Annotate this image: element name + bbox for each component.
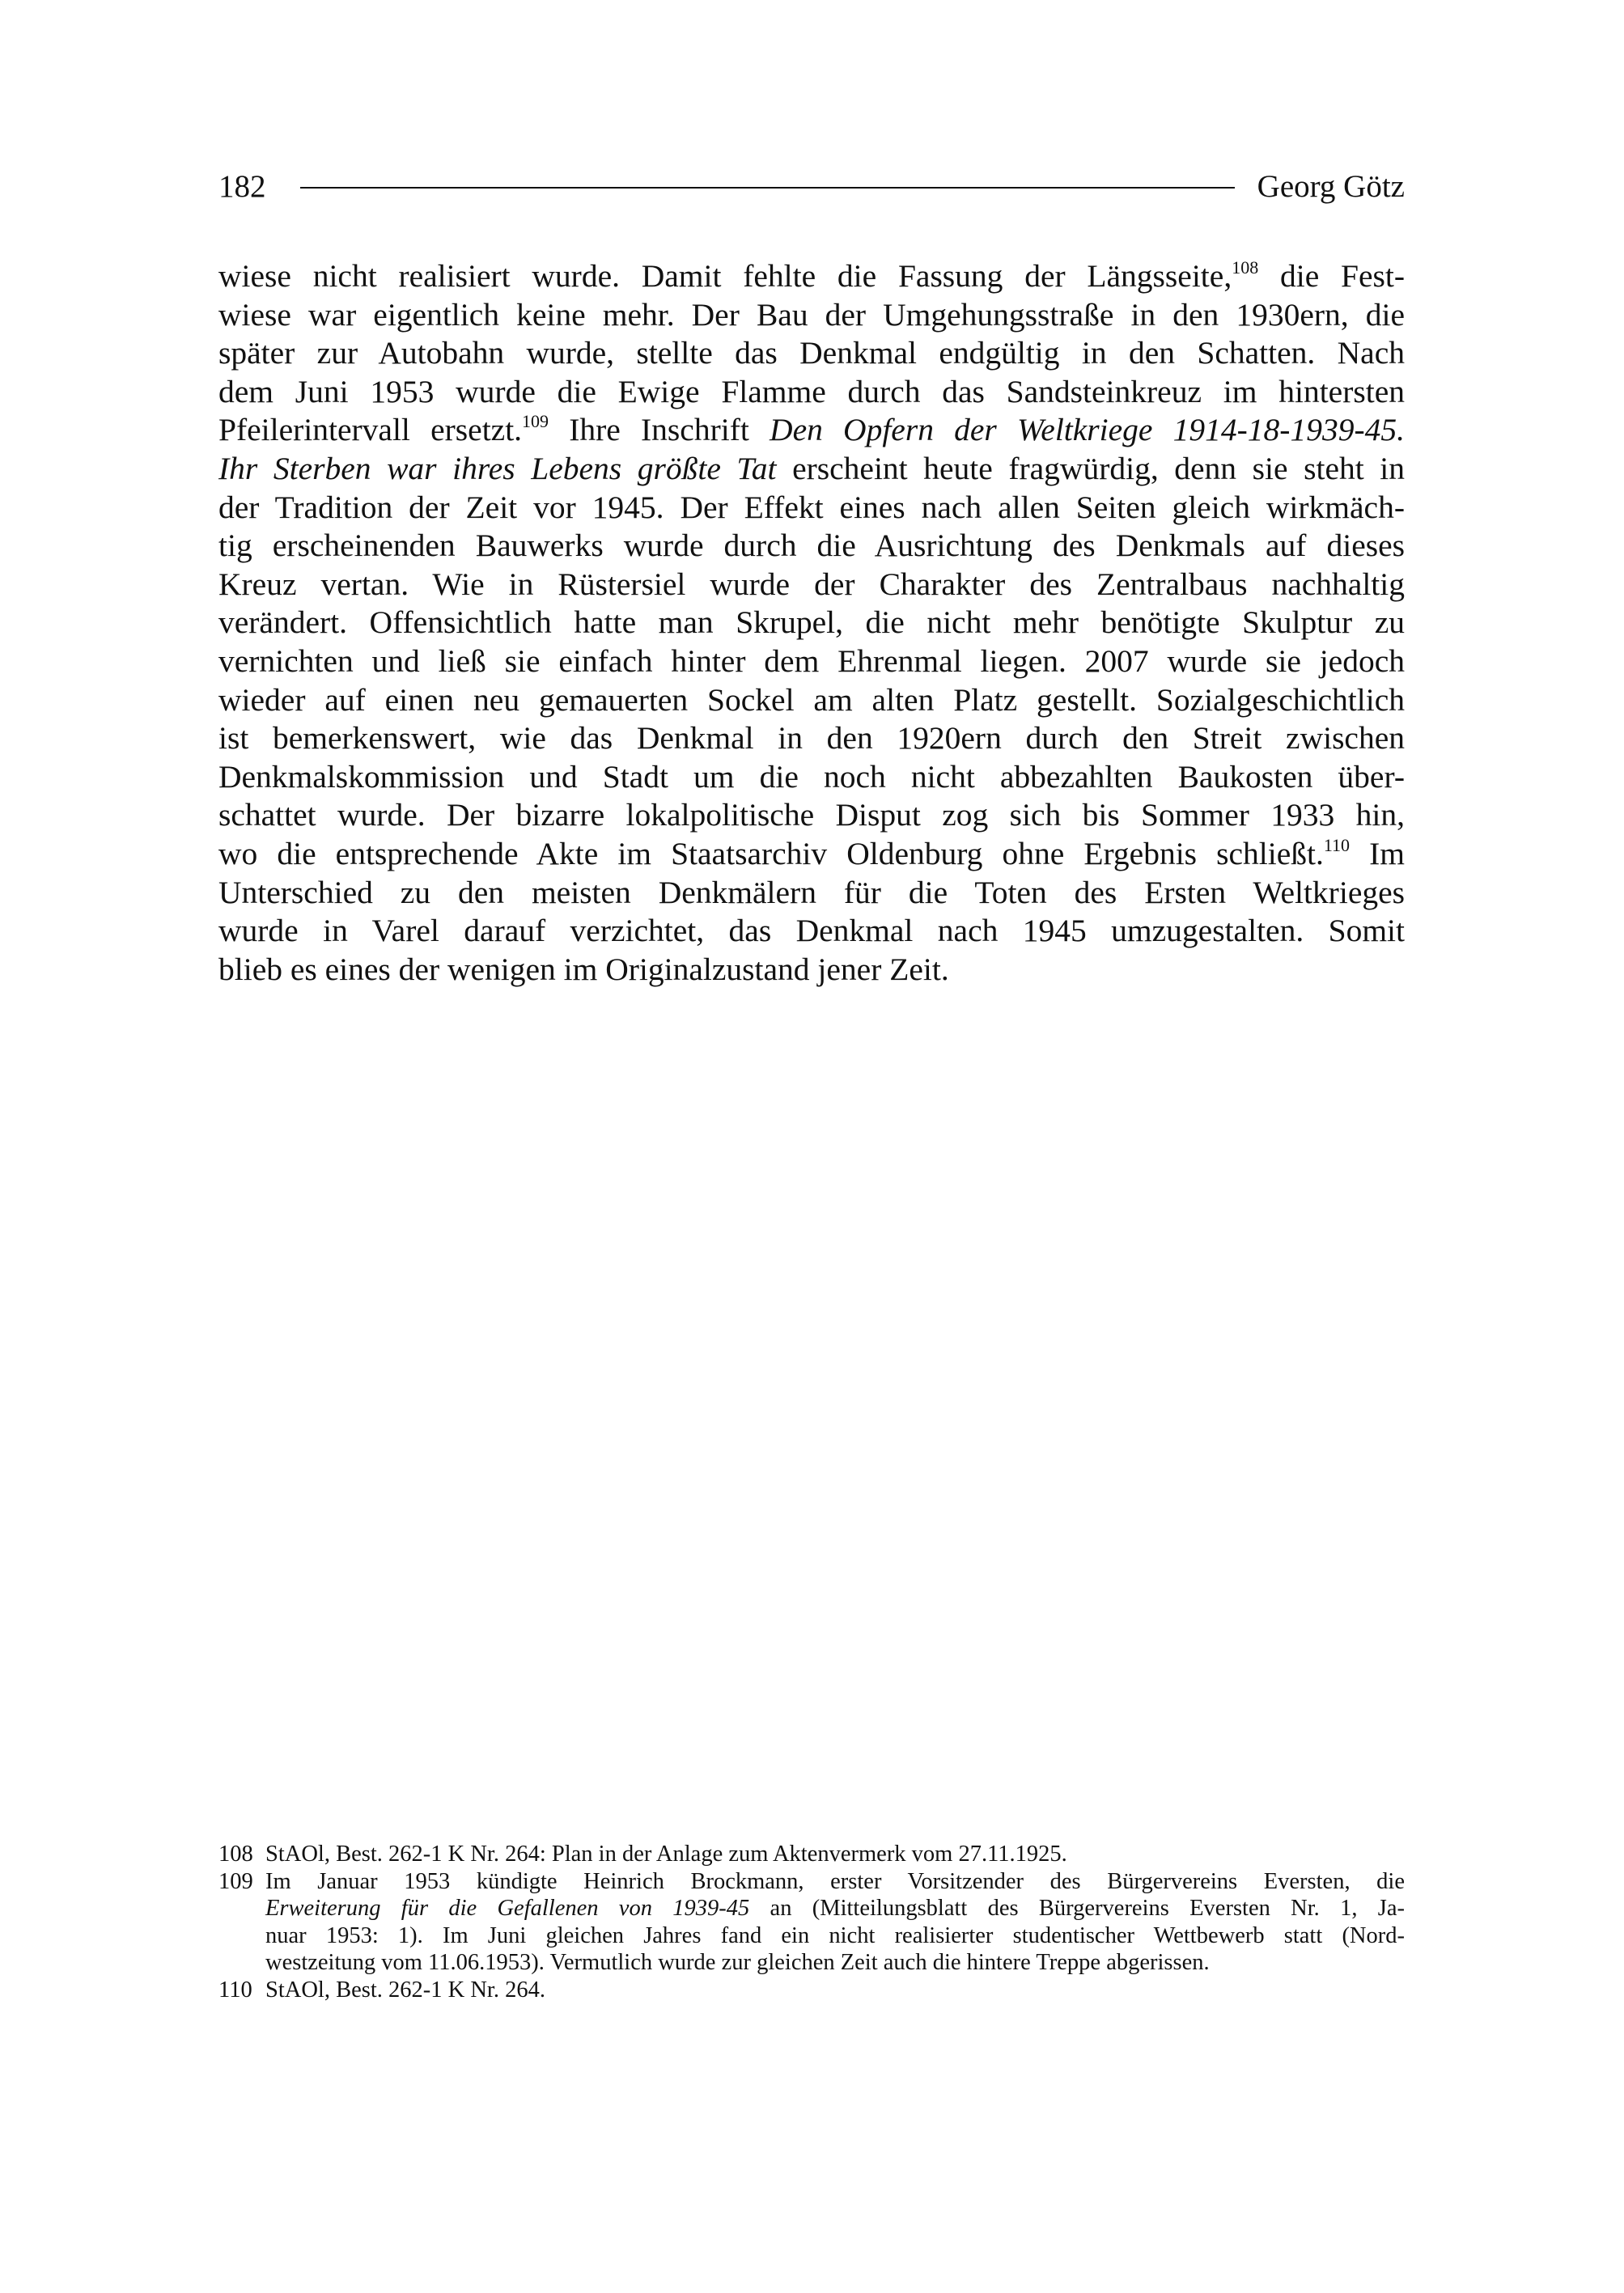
- text-line: wieder auf einen neu gemauerten Sockel am alten Platz gestellt. Sozialgeschichtlich: [218, 681, 1405, 718]
- text-run: Im: [1350, 835, 1405, 871]
- footnote-italic: Erweiterung für die Gefallenen von 1939-45: [265, 1896, 750, 1922]
- text-line: [218, 411, 1405, 450]
- text-run: wiese nicht realisiert wurde. Damit fehlte die Fassung der Längsseite,: [218, 258, 1232, 294]
- text-line: tig erscheinenden Bauwerks wurde durch die Ausrichtung des Denkmals auf dieses: [218, 528, 1405, 564]
- footnote-line: Im Januar 1953 kündigte Heinrich Brockmann, erster Vorsitzender des Bürgervereins Eversten, die: [265, 1868, 1405, 1894]
- text-line: [218, 257, 1405, 296]
- text-run: die Fest-: [1258, 258, 1405, 294]
- footnote-text: [265, 1841, 1405, 1868]
- text-line: blieb es eines der wenigen im Originalzustand jener Zeit.: [218, 951, 949, 987]
- footnote-line: StAOl, Best. 262-1 K Nr. 264: Plan in der Anlage zum Aktenvermerk vom 27.11.1925.: [265, 1842, 1067, 1867]
- text-run: Ihre Inschrift: [549, 412, 770, 448]
- text-line: der Tradition der Zeit vor 1945. Der Effekt eines nach allen Seiten gleich wirkmäch-: [218, 489, 1405, 525]
- text-line: wiese war eigentlich keine mehr. Der Bau der Umgehungsstraße in den 1930ern, die: [218, 296, 1405, 333]
- footnote-reference: 108: [1232, 257, 1259, 278]
- footnotes: [218, 1841, 1405, 2004]
- text-line: Denkmalskommission und Stadt um die noch nicht abbezahlten Baukosten über-: [218, 758, 1405, 795]
- text-run: erscheint heute fragwürdig, denn sie steht in: [776, 450, 1405, 486]
- inscription-italic: Ihr Sterben war ihres Lebens größte Tat: [218, 450, 777, 486]
- footnote-text: [265, 1977, 1405, 2004]
- footnote-line: westzeitung vom 11.06.1953). Vermutlich wurde zur gleichen Zeit auch die hintere Treppe abgerissen.: [265, 1950, 1210, 1976]
- text-line: Kreuz vertan. Wie in Rüstersiel wurde der Charakter des Zentralbaus nachhaltig: [218, 566, 1405, 602]
- footnote-line: [265, 1895, 1405, 1922]
- footnote-reference: 109: [522, 411, 549, 432]
- text-line: schattet wurde. Der bizarre lokalpolitische Disput zog sich bis Sommer 1933 hin,: [218, 797, 1405, 833]
- text-line: später zur Autobahn wurde, stellte das Denkmal endgültig in den Schatten. Nach: [218, 335, 1405, 371]
- header-rule: [300, 187, 1235, 189]
- text-line: dem Juni 1953 wurde die Ewige Flamme durch das Sandsteinkreuz im hintersten: [218, 373, 1405, 409]
- text-run: Pfeilerintervall ersetzt.: [218, 412, 523, 448]
- text-line: [218, 835, 1405, 874]
- page-header: [218, 162, 1405, 210]
- text-line: Unterschied zu den meisten Denkmälern für die Toten des Ersten Weltkrieges: [218, 874, 1405, 910]
- text-line: ist bemerkenswert, wie das Denkmal in den 1920ern durch den Streit zwischen: [218, 720, 1405, 757]
- text-line: [218, 450, 1405, 489]
- text-line: vernichten und ließ sie einfach hinter dem Ehrenmal liegen. 2007 wurde sie jedoch: [218, 642, 1405, 679]
- text-run: wo die entsprechende Akte im Staatsarchiv Oldenburg ohne Ergebnis schließt.: [218, 835, 1324, 871]
- inscription-italic: Den Opfern der Weltkriege 1914-18-1939-45.: [770, 412, 1405, 448]
- text-run: an (Mitteilungsblatt des Bürgervereins Eversten Nr. 1, Ja-: [749, 1896, 1405, 1922]
- footnote-number: 108: [218, 1842, 253, 1867]
- text-line: verändert. Offensichtlich hatte man Skrupel, die nicht mehr benötigte Skulptur zu: [218, 604, 1405, 641]
- body-paragraph: [218, 257, 1405, 989]
- footnote-110: [218, 1977, 1405, 2004]
- page-number: 182: [218, 168, 266, 204]
- footnote-line: nuar 1953: 1). Im Juni gleichen Jahres fand ein nicht realisierter studentischer Wettbewerb statt (Nord-: [265, 1922, 1405, 1948]
- footnote-text: [265, 1868, 1405, 1977]
- running-head: Georg Götz: [1257, 168, 1405, 204]
- footnote-109: [218, 1868, 1405, 1977]
- text-line: wurde in Varel darauf verzichtet, das Denkmal nach 1945 umzugestalten. Somit: [218, 913, 1405, 949]
- footnote-number: 109: [218, 1868, 253, 1894]
- footnote-108: [218, 1841, 1405, 1868]
- footnote-number: 110: [218, 1977, 252, 2003]
- footnote-reference: 110: [1323, 834, 1351, 855]
- footnote-line: StAOl, Best. 262-1 K Nr. 264.: [265, 1977, 545, 2003]
